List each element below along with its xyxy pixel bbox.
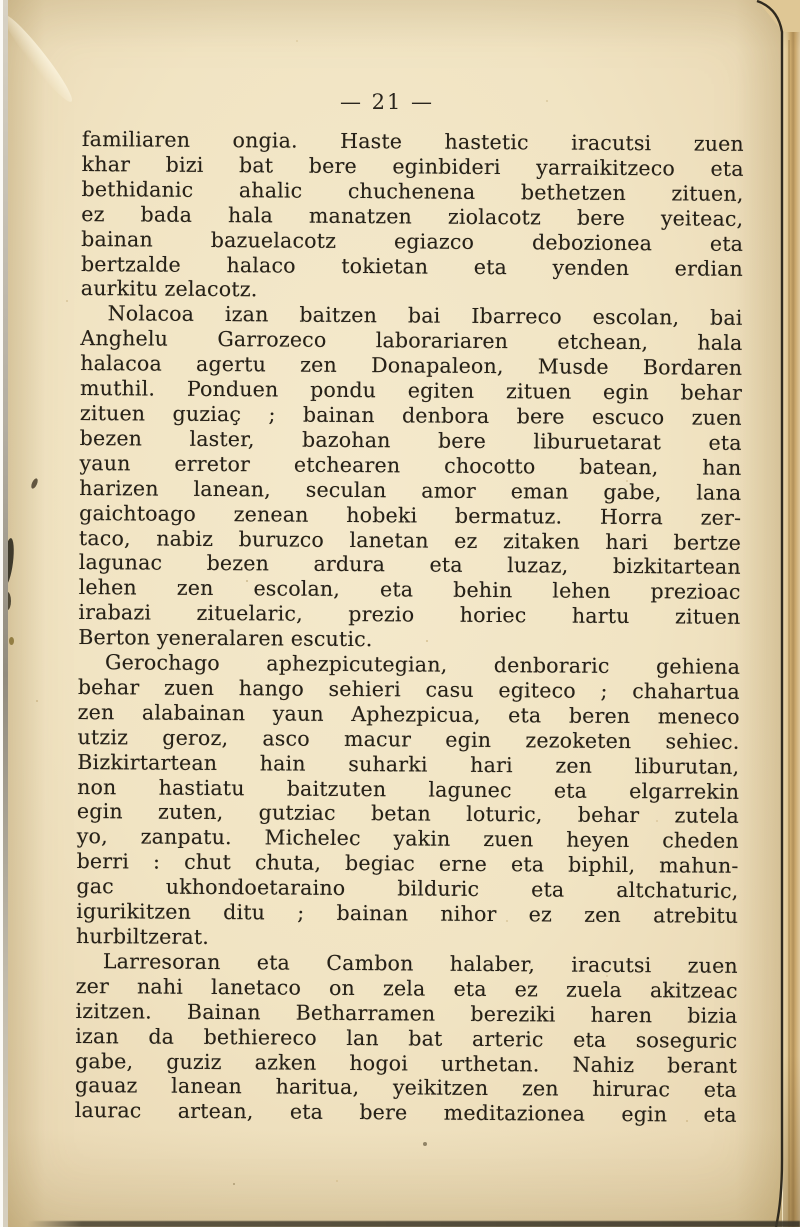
text-line: ez bada hala manatzen ziolacotz bere yeiteac, [81, 201, 744, 231]
text-line: Bizkirtartean hain suharki hari zen liburutan, [77, 749, 740, 779]
text-line: Larresoran eta Cambon halaber, iracutsi zuen [102, 949, 738, 978]
text-line: gauaz lanean haritua, yeikitzen zen hirurac eta [74, 1073, 738, 1103]
text-line: bethidanic ahalic chuchenena bethetzen zituen, [81, 176, 744, 206]
text-line: yo, zanpatu. Michelec yakin zuen heyen cheden [76, 824, 739, 854]
text-line: lehen zen escolan, eta behin lehen prezioac [78, 575, 741, 605]
book-page [6, 0, 782, 1227]
text-line: egin zuten, gutziac betan loturic, behar zutela [76, 799, 740, 829]
paragraph [81, 127, 744, 306]
book-gutter-edge [3, 0, 8, 1227]
text-line: yaun erretor etchearen chocotto batean, han [79, 450, 742, 480]
text-line: gaichtoago zenean hobeki bermatuz. Horra zer- [79, 500, 742, 530]
ink-smudge-1 [30, 477, 39, 489]
text-line: khar bizi bat bere eginbideri yarraikitzeco eta [81, 151, 744, 181]
text-line: hurbiltzerat. [75, 923, 210, 949]
text-line: izan da bethiereco lan bat arteric eta soseguric [75, 1023, 738, 1053]
text-line: familiaren ongia. Haste hastetic iracutsi zuen [81, 127, 744, 156]
paragraph [75, 949, 738, 1128]
text-line: gabe, guziz azken hogoi urthetan. Nahiz berant [75, 1048, 738, 1078]
text-line: berri : chut chuta, begiac erne eta biphil, mahun- [76, 849, 739, 879]
text-line: Berton yeneralaren escutic. [78, 625, 373, 652]
text-line: utziz geroz, asco macur egin zezoketen sehiec. [77, 724, 740, 754]
text-line: taco, nabiz buruzco lanetan ez zitaken hari bertze [78, 525, 742, 555]
text-line: laurac artean, eta bere meditazionea egin eta [74, 1098, 737, 1128]
text-line: bainan bazuelacotz egiazco debozionea eta [81, 226, 744, 256]
text-line: halacoa agertu zen Donapaleon, Musde Bordaren [80, 351, 743, 381]
text-line: irabazi zituelaric, prezio horiec hartu zituen [78, 600, 741, 630]
text-line: zer nahi lanetaco on zela eta ez zuela akitzeac [75, 973, 738, 1003]
text-line: izitzen. Bainan Betharramen bereziki haren bizia [75, 998, 738, 1028]
text-line: zituen guziaç ; bainan denbora bere escuco zuen [79, 400, 742, 430]
text-line: bertzalde halaco tokietan eta yenden erdian [80, 251, 744, 281]
text-line: igurikitzen ditu ; bainan nihor ez zen atrebitu [76, 899, 739, 928]
text-line: non hastiatu baitzuten lagunec eta elgarrekin [77, 774, 740, 804]
scan-left-border [0, 0, 3, 1227]
scan-bottom-shadow [28, 1221, 800, 1227]
paragraph [76, 650, 740, 954]
text-line: zen alabainan yaun Aphezpicua, eta beren meneco [77, 699, 740, 729]
text-line: harizen lanean, seculan amor eman gabe, lana [79, 475, 742, 505]
text-line: Gerochago aphezpicutegian, denboraric gehiena [104, 650, 741, 679]
text-block [75, 127, 744, 1128]
text-line: aurkitu zelacotz. [80, 276, 258, 302]
text-line: muthil. Ponduen pondu egiten zituen egin behar [79, 376, 743, 405]
text-line: gac ukhondoetaraino bilduric eta altchaturic, [76, 874, 739, 904]
text-line: Nolacoa izan baitzen bai Ibarreco escolan, bai [107, 301, 743, 331]
text-line: bezen laster, bazohan bere liburuetarat eta [79, 425, 742, 455]
text-line: Anghelu Garrozeco laborariaren etchean, hala [80, 326, 743, 356]
paragraph [78, 301, 743, 655]
ink-smudge-4 [9, 637, 14, 645]
text-line: lagunac bezen ardura eta luzaz, bizkitartean [78, 550, 741, 580]
adjacent-page-stack-edge [783, 0, 800, 1227]
page-number: — 21 — [339, 90, 435, 114]
text-line: behar zuen hango sehieri casu egiteco ; chahartua [77, 674, 740, 704]
